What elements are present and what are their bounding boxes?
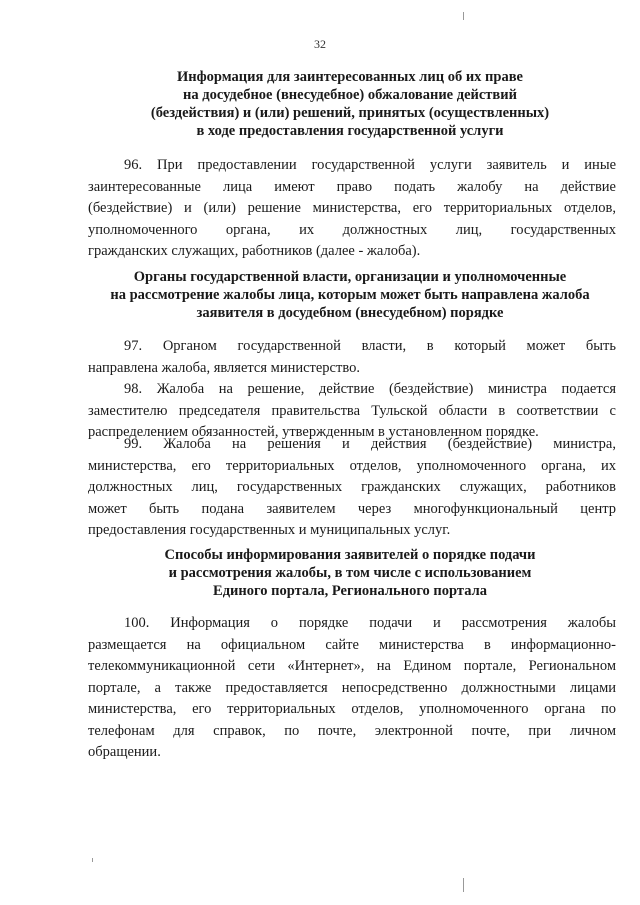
paragraph-line: министерства, его территориальных отделов, уполномоченного органа по <box>88 701 616 717</box>
heading-line: заявителя в досудебном (внесудебном) порядке <box>196 305 504 321</box>
paragraph-100 <box>88 613 616 764</box>
heading-line: Единого портала, Регионального портала <box>213 583 487 599</box>
paragraph-line: телекоммуникационной сети «Интернет», на Едином портале, Региональном <box>88 658 616 674</box>
paragraph-line: предоставления государственных и муниципальных услуг. <box>88 522 451 538</box>
scan-mark <box>92 858 93 862</box>
paragraph-line: 96. При предоставлении государственной услуги заявитель и иные <box>124 157 616 173</box>
paragraph-line: заинтересованные лица имеют право подать жалобу на действие <box>88 178 616 195</box>
page-number: 32 <box>314 37 326 51</box>
heading-line: и рассмотрения жалобы, в том числе с использованием <box>168 565 532 581</box>
paragraph-line: уполномоченного органа, их должностных лиц, государственных <box>88 221 616 238</box>
paragraph-line: обращении. <box>88 744 161 760</box>
paragraph-line: (бездействие) и (или) решение министерства, его территориальных отделов, <box>88 200 616 216</box>
paragraph-line: телефонам для справок, по почте, электронной почте, при личном <box>88 722 616 739</box>
paragraph-line: 98. Жалоба на решение, действие (бездействие) министра подается <box>124 381 616 397</box>
section-heading-informing-methods <box>80 546 620 600</box>
paragraph-96 <box>88 155 616 263</box>
paragraph-line: распределением обязанностей, утвержденным в установленном порядке. <box>88 424 539 440</box>
paragraph-line: 97. Органом государственной власти, в который может быть <box>124 338 616 354</box>
paragraph-line: портале, а также предоставляется непосредственно должностными лицами <box>88 679 616 696</box>
heading-line: Информация для заинтересованных лиц об их праве <box>177 69 523 85</box>
paragraph-line: заместителю председателя правительства Тульской области в соответствии с <box>88 402 616 419</box>
section-heading-complaint-rights <box>80 68 620 140</box>
paragraph-99 <box>88 434 616 542</box>
paragraph-line: 99. Жалоба на решения и действия (бездействие) министра, <box>124 436 616 452</box>
heading-line: на досудебное (внесудебное) обжалование действий <box>183 87 517 103</box>
paragraph-line: 100. Информация о порядке подачи и рассмотрения жалобы <box>124 615 616 631</box>
heading-line: (бездействия) и (или) решений, принятых (осуществленных) <box>150 105 550 121</box>
paragraph-line: направлена жалоба, является министерство. <box>88 359 360 376</box>
scan-mark <box>463 878 464 892</box>
heading-line: на рассмотрение жалобы лица, которым может быть направлена жалоба <box>110 287 590 303</box>
paragraph-line: министерства, его территориальных отделов, уполномоченного органа, их <box>88 457 616 474</box>
heading-line: Органы государственной власти, организации и уполномоченные <box>133 269 567 285</box>
paragraph-line: может быть подана заявителем через многофункциональный центр <box>88 500 616 517</box>
paragraph-97 <box>88 336 616 379</box>
paragraph-line: размещается на официальном сайте министерства в информационно- <box>88 636 616 653</box>
paragraph-line: должностных лиц, государственных гражданских служащих, работников <box>88 479 616 495</box>
section-heading-complaint-bodies <box>80 268 620 322</box>
heading-line: в ходе предоставления государственной услуги <box>196 123 504 139</box>
heading-line: Способы информирования заявителей о порядке подачи <box>164 547 536 563</box>
scan-mark <box>463 12 464 20</box>
paragraph-line: гражданских служащих, работников (далее - жалоба). <box>88 243 421 259</box>
